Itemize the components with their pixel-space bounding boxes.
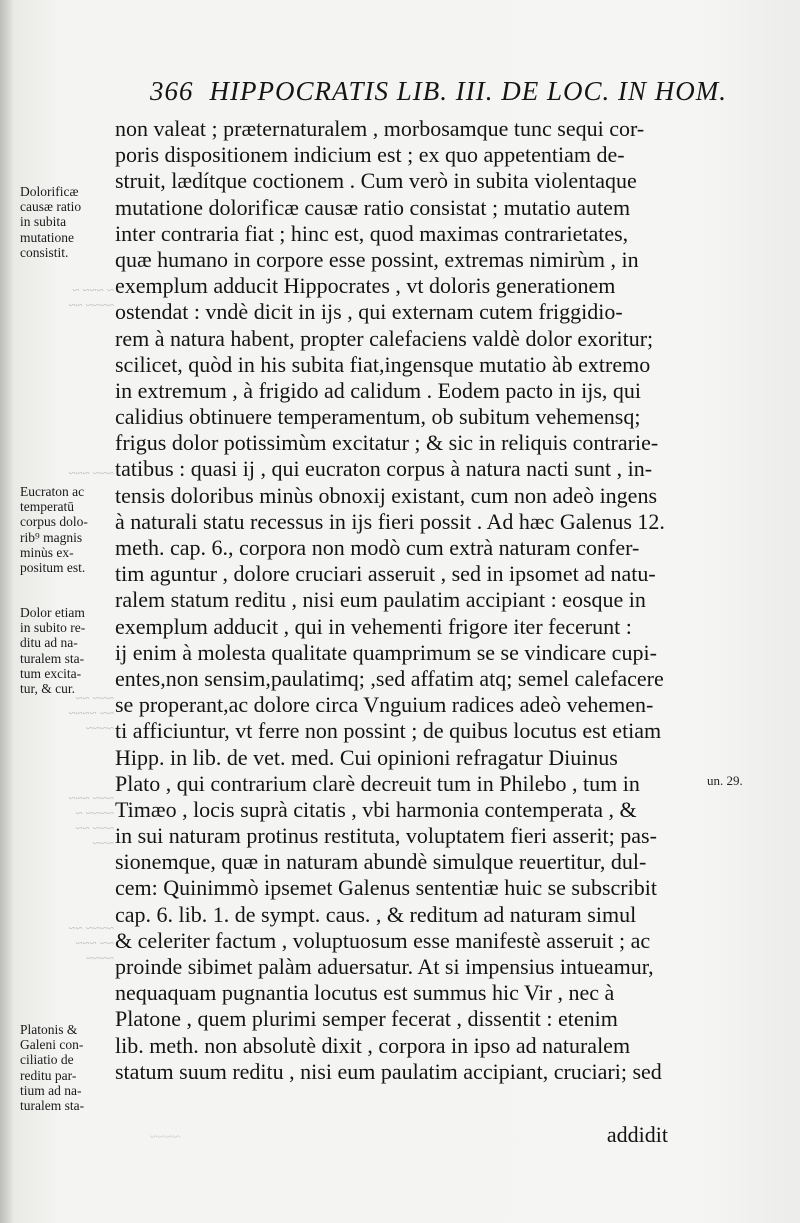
marginal-note-line: mutatione	[20, 229, 74, 245]
bleed-through-marks: ~~~~ ~~ ~~ ~~~ ~~~~	[68, 920, 114, 965]
text-line: rem à natura habent, propter calefaciens valdè dolor exoritur;	[115, 325, 654, 351]
text-line: exemplum adducit Hippocrates , vt doloris generationem	[115, 273, 616, 299]
text-line: quæ humano in corpore esse possint, extremas nimirùm , in	[115, 246, 639, 272]
text-line: proinde sibimet palàm aduersatur. At si impensius intueamur,	[115, 954, 654, 979]
text-line: se properant,ac dolore circa Vnguium radices adeò vehemen-	[115, 692, 654, 718]
bleed-through-marks: ~ ~~~ ~ ~~~~ ~~	[68, 282, 114, 312]
text-line: frigus dolor potissimùm excitatur ; & sic in reliquis contrarie-	[115, 430, 659, 456]
text-line: cem: Quinimmò ipsemet Galenus sententiæ huic se subscribit	[115, 875, 657, 901]
bleed-through-marks: ~~~ ~~ ~~ ~~~~ ~~~~	[68, 690, 114, 735]
marginal-note-line: Eucraton ac	[20, 484, 85, 499]
text-line: ostendat : vndè dicit in ijs , qui externam cutem friggidio-	[115, 299, 623, 325]
marginal-note-line: ditu ad na-	[20, 635, 78, 651]
text-line: tim aguntur , dolore cruciari asseruit , sed in ipsomet ad natu-	[115, 561, 656, 587]
marginal-note-line: tur, & cur.	[20, 681, 75, 697]
marginal-note-line: Platonis &	[20, 1022, 78, 1037]
left-margin-notes	[20, 0, 118, 1223]
marginal-note-line: tum excita-	[20, 665, 82, 681]
marginal-note-line: Dolor etiam	[20, 605, 85, 620]
text-line: entes,non sensim,paulatimq; ,sed affatim atq; semel calefacere	[115, 665, 664, 691]
marginal-note-line: consistit.	[20, 244, 69, 260]
text-line: ti afficiuntur, vt ferre non possint ; de quibus locutus est etiam	[115, 718, 662, 744]
text-line: lib. meth. non absolutè dixit , corpora in ipso ad naturalem	[115, 1032, 631, 1058]
text-line: statum suum reditu , nisi eum paulatim accipiant, cruciari; sed	[115, 1058, 662, 1084]
text-line: exemplum adducit , qui in vehementi frigore iter fecerunt :	[115, 613, 632, 639]
text-line: in sui naturam protinus restituta, voluptatem fieri asserit; pas-	[115, 823, 657, 849]
marginal-note-line: Galeni con-	[20, 1037, 84, 1053]
text-line: calidius obtinuere temperamentum, ob subitum vehemensq;	[115, 404, 641, 430]
text-line: poris dispositionem indicium est ; ex quo appetentiam de-	[115, 142, 625, 168]
text-line: cap. 6. lib. 1. de sympt. caus. , & reditum ad naturam simul	[115, 901, 637, 927]
text-line: meth. cap. 6., corpora non modò cum extrà naturam confer-	[115, 535, 640, 560]
marginal-note-line: positum est.	[20, 560, 86, 576]
marginal-note	[20, 605, 118, 696]
marginal-note-line: turalem sta-	[20, 1098, 85, 1114]
marginal-note-line: rib⁹ magnis	[20, 529, 83, 545]
marginal-note-line: causæ ratio	[20, 199, 82, 215]
gutter-shadow	[0, 0, 14, 1223]
text-line: tatibus : quasi ij , qui eucraton corpus à natura nacti sunt , in-	[115, 456, 653, 482]
marginal-note	[20, 1022, 118, 1113]
text-line: scilicet, quòd in his subita fiat,ingensque mutatio àb extremo	[115, 351, 651, 377]
text-line: Platone , quem plurimi semper fecerat , dissentit : etenim	[115, 1006, 618, 1032]
page-number: 366	[150, 76, 194, 106]
catchword: addidit	[606, 1122, 668, 1147]
text-line: struit, lædítque coctionem . Cum verò in subita violentaque	[115, 168, 637, 194]
text-line: mutatione dolorificæ causæ ratio consistat ; mutatio autem	[115, 194, 631, 220]
marginal-note	[20, 184, 118, 260]
body-text	[115, 116, 680, 1085]
right-margin-reference: un. 29.	[707, 773, 743, 788]
text-line: Timæo , locis suprà citatis , vbi harmonia contemperata , &	[115, 796, 637, 822]
marginal-note-line: temperatū	[20, 499, 74, 515]
text-line: nequaquam pugnantia locutus est summus hic Vir , nec à	[115, 980, 615, 1006]
marginal-note-line: in subito re-	[20, 620, 86, 636]
bleed-through-marks: ~~~ ~~~ ~~~~ ~ ~~~ ~~ ~~~	[68, 790, 114, 850]
text-line: tensis doloribus minùs obnoxij existant, cum non adeò ingens	[115, 482, 658, 508]
text-line: à naturali statu recessus in ijs fieri possit . Ad hæc Galenus 12.	[115, 508, 665, 534]
marginal-note-line: reditu par-	[20, 1067, 77, 1083]
running-title: HIPPOCRATIS LIB. III. DE LOC. IN HOM.	[209, 76, 727, 106]
marginal-note-line: Dolorificæ	[20, 184, 79, 199]
marginal-note-line: tium ad na-	[20, 1082, 82, 1098]
marginal-note-line: ciliatio de	[20, 1052, 74, 1068]
text-line: Hipp. in lib. de vet. med. Cui opinioni refragatur Diuinus	[115, 744, 618, 770]
text-line: & celeriter factum , voluptuosum esse manifestè asseruit ; ac	[115, 927, 651, 953]
marginal-note-line: turalem sta-	[20, 650, 85, 666]
text-line: Plato , qui contrarium clarè decreuit tum in Philebo , tum in	[115, 770, 640, 796]
text-line: non valeat ; præternaturalem , morbosamque tunc sequi cor-	[115, 116, 645, 141]
text-line: ralem statum reditu , nisi eum paulatim accipiant : eosque in	[115, 587, 646, 613]
marginal-note-line: corpus dolo-	[20, 514, 88, 530]
marginal-note-line: in subita	[20, 214, 67, 230]
text-line: in extremum , à frigido ad calidum . Eodem pacto in ijs, qui	[115, 377, 642, 403]
text-line: sionemque, quæ in naturam abundè simulque reuertitur, dul-	[115, 849, 647, 875]
marginal-note	[20, 484, 118, 575]
marginal-note-line: minùs ex-	[20, 544, 74, 560]
bleed-through-marks: ~~~ ~~~	[68, 465, 114, 480]
bleed-through-marks: ~~~~	[150, 1130, 181, 1145]
running-head	[150, 76, 727, 112]
text-line: ij enim à molesta qualitate quamprimum se se vindicare cupi-	[115, 639, 657, 665]
text-line: inter contraria fiat ; hinc est, quod maximas contrarietates,	[115, 220, 629, 246]
